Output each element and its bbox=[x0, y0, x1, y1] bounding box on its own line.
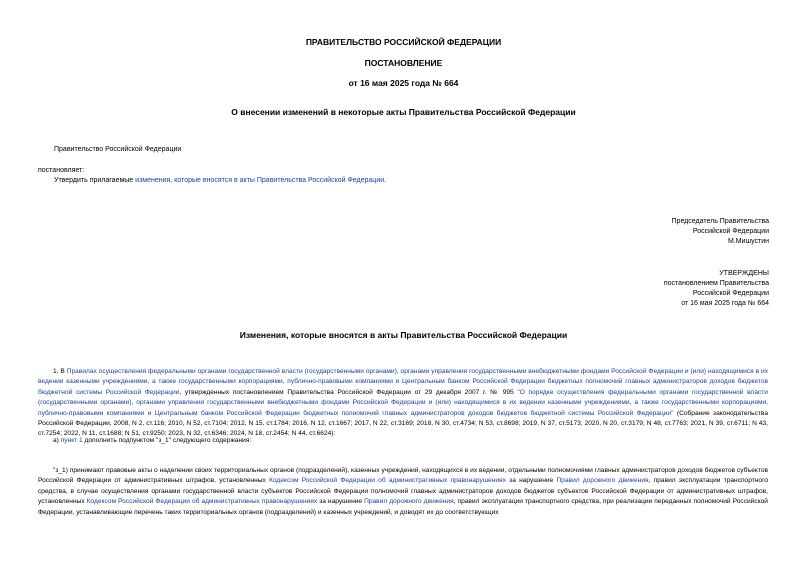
traffic-rules-link-1[interactable]: Правил дорожного движения bbox=[556, 477, 649, 485]
changes-title: Изменения, которые вносятся в акты Правительства Российской Федерации bbox=[239, 330, 568, 340]
signature-block bbox=[672, 217, 769, 247]
point-1-link[interactable]: пункт 1 bbox=[60, 437, 83, 444]
approved-date: от 16 мая 2025 года № 664 bbox=[681, 300, 769, 307]
approve-prefix: Утвердить прилагаемые bbox=[54, 177, 136, 184]
item-a-prefix: а) bbox=[53, 437, 61, 444]
item-1-middle: , утвержденных постановлением Правительства Российской Федерации от 29 декабря 2007 г. № 995 bbox=[179, 388, 518, 396]
document-date-number: от 16 мая 2025 года № 664 bbox=[348, 78, 459, 88]
quote-part-4: за нарушение bbox=[317, 498, 365, 506]
item-a-paragraph bbox=[38, 436, 768, 446]
item-1-prefix: 1. В bbox=[53, 368, 67, 375]
decides-label: постановляет: bbox=[38, 167, 85, 174]
approved-by: постановлением Правительства bbox=[663, 280, 769, 287]
document-type: ПОСТАНОВЛЕНИЕ bbox=[364, 58, 443, 68]
traffic-rules-link-2[interactable]: Правил дорожного движения bbox=[364, 498, 454, 506]
approved-heading: УТВЕРЖДЕНЫ bbox=[719, 270, 769, 277]
approved-block bbox=[664, 269, 769, 309]
approved-country: Российской Федерации bbox=[692, 290, 769, 297]
approve-paragraph bbox=[54, 176, 386, 186]
signature-position: Председатель Правительства bbox=[671, 218, 769, 225]
signature-name: М.Мишустин bbox=[727, 238, 769, 245]
item-1-paragraph bbox=[38, 367, 768, 440]
resolution-link[interactable]: "О порядке осуществления федеральными органами государственной власти (государственными органами), органами управления государственными внебюджетными фондами Российской Федерации и (или) находящимися в их ведении казенными учреждениями, а также государственными корпорациями, публично-правовыми компаниями и Центральным банком Российской Федерации бюджетных полномочий главных администраторов доходов бюджетов бюджетной системы Российской Федерации" bbox=[38, 388, 768, 417]
quote-part-2: за нарушение bbox=[505, 477, 557, 485]
koap-link-1[interactable]: Кодексом Российской Федерации об административных правонарушениях bbox=[269, 477, 506, 485]
signature-country: Российской Федерации bbox=[692, 228, 769, 235]
rules-link[interactable]: Правилах осуществления федеральными органами государственной власти (государственными органами), органами управления государственными внебюджетными фондами Российской Федерации и (или) находящимися в их ведении казенными учреждениями, а также государственными корпорациями, публично-правовыми компаниями и Центральным банком Российской Федерации бюджетных полномочий главных администраторов доходов бюджетов бюджетной системы Российской Федерации bbox=[38, 368, 769, 396]
issuer: Правительство Российской Федерации bbox=[54, 146, 182, 153]
koap-link-2[interactable]: Кодексом Российской Федерации об административных правонарушениях bbox=[86, 498, 318, 506]
quote-part-1: "з_1) принимают правовые акты о наделении своих территориальных органов (подразделений), казенных учреждений, находящихся в их ведении, отдельными полномочиями главных администраторов доходов бюджетов субъектов Российской Федерации от административных штрафов, установленных bbox=[38, 467, 768, 485]
quote-part-3: , правил эксплуатации транспортного средства, в случае осуществления органами государственной власти субъектов Российской Федерации полномочий главных администраторов доходов бюджетов субъектов Российской Федерации от административных штрафов, установленных bbox=[38, 477, 769, 506]
quote-part-5: , правил эксплуатации транспортного средства, при реализации переданных полномочий Российской Федерации, устанавливающие перечень таких территориальных органов (подразделений) и казенных учреждений, и доводят их до соответствующих bbox=[38, 498, 768, 516]
changes-link[interactable]: изменения, которые вносятся в акты Правительства Российской Федерации bbox=[135, 177, 385, 184]
government-heading: ПРАВИТЕЛЬСТВО РОССИЙСКОЙ ФЕДЕРАЦИИ bbox=[305, 37, 502, 47]
item-a-suffix: дополнить подпунктом "з_1" следующего содержания: bbox=[82, 437, 252, 444]
item-1-suffix: (Собрание законодательства Российской Федерации, 2008, N 2, ст.116; 2010, N 52, ст.7104; 2012, N 15, ст.1784; 2016, N 12, ст.1667; 2017, N 22, ст.3169; 2018, N 30, ст.4734; N 53, ст.8698; 2019, N 37, ст.5173; 2020, N 20, ст.3179; N 48, ст.7763; 2021, N 39, ст.6711; N 43, ст.7254; 2022, N 11, ст.1688; N 51, ст.9250; 2023, N 32, ст.6346; 2024, N 18, ст.2454; N 44, ст.6624): bbox=[38, 409, 768, 438]
document-title: О внесении изменений в некоторые акты Правительства Российской Федерации bbox=[231, 107, 576, 117]
approve-suffix: . bbox=[384, 177, 387, 184]
quote-paragraph bbox=[38, 466, 768, 518]
